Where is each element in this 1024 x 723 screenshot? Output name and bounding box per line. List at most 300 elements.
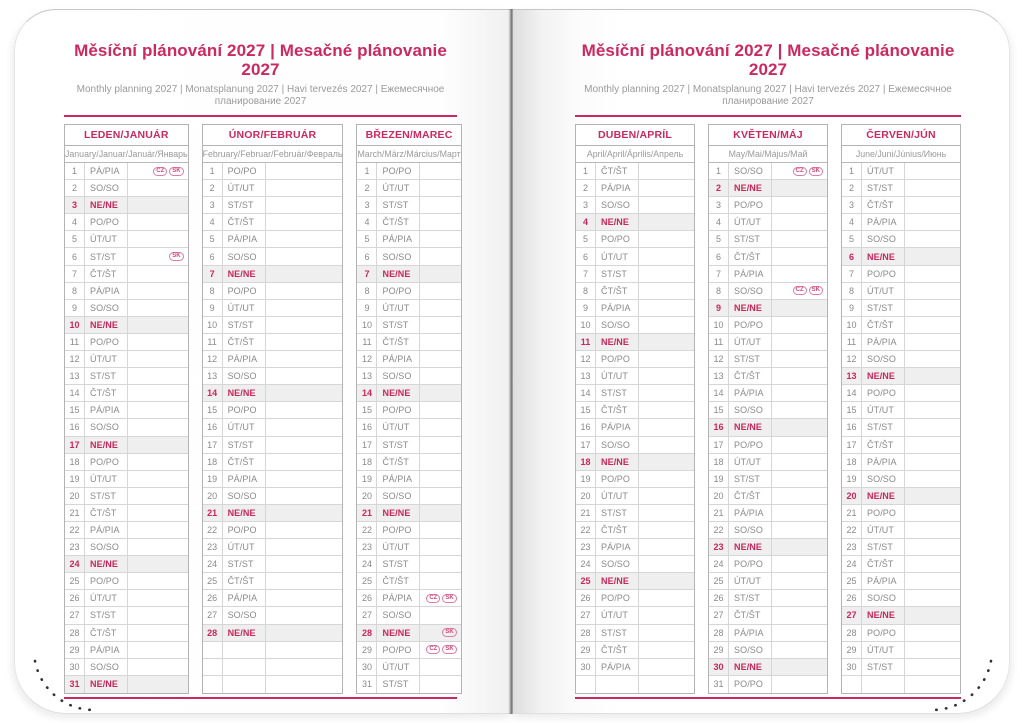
day-number: 18 [357,454,377,470]
day-row [65,488,188,505]
day-row [357,659,460,676]
day-name: ČT/ŠT [729,248,772,264]
months-row [64,124,461,694]
day-row [576,471,694,488]
notes-cell [639,437,694,453]
day-row [203,505,343,522]
notes-cell [772,522,827,538]
empty-row [576,676,694,693]
notes-cell [772,625,827,641]
day-number: 24 [65,556,85,572]
holiday-badge-cz: CZ [426,645,440,654]
day-name: PO/PO [377,402,420,418]
day-name: SO/SO [862,351,905,367]
notes-cell [905,659,960,675]
notes-cell [905,437,960,453]
notes-cell [772,539,827,555]
day-name: ČT/ŠT [729,488,772,504]
notes-cell [639,214,694,230]
notes-cell [128,471,188,487]
day-name: NE/NE [596,334,639,350]
day-row [65,659,188,676]
day-name: ČT/ŠT [596,283,639,299]
notes-cell [905,625,960,641]
day-name: ÚT/UT [729,334,772,350]
notes-cell [128,266,188,282]
day-number: 14 [709,385,729,401]
day-number: 13 [65,368,85,384]
day-name: SO/SO [729,522,772,538]
day-name: ÚT/UT [862,402,905,418]
notes-cell [772,231,827,247]
day-row [357,214,460,231]
day-number: 23 [65,539,85,555]
day-number: 17 [203,437,223,453]
day-number [203,659,223,675]
day-name: ÚT/UT [85,590,128,606]
day-row [65,642,188,659]
page-header [575,41,961,108]
month-title: LEDEN/JANUÁR [65,125,188,146]
notes-cell [128,659,188,675]
day-name: SO/SO [223,248,266,264]
day-number: 27 [203,607,223,623]
day-number: 12 [357,351,377,367]
day-number: 17 [842,437,862,453]
notes-cell [639,454,694,470]
day-name: PÁ/PIA [862,334,905,350]
notes-cell [639,556,694,572]
notes-cell [905,488,960,504]
day-name: ČT/ŠT [223,214,266,230]
day-row [203,471,343,488]
day-number: 13 [203,368,223,384]
day-row [203,437,343,454]
day-number: 19 [357,471,377,487]
day-number: 15 [357,402,377,418]
notes-cell [266,488,343,504]
day-row [576,590,694,607]
day-number: 3 [709,197,729,213]
notes-cell [772,556,827,572]
day-number: 2 [709,180,729,196]
day-number: 9 [357,300,377,316]
day-name: SO/SO [85,539,128,555]
day-name: ČT/ŠT [862,197,905,213]
day-row [357,573,460,590]
day-name: PÁ/PIA [596,539,639,555]
day-row [65,590,188,607]
notes-cell [128,573,188,589]
holiday-badge-cz: CZ [153,167,167,176]
day-number: 1 [357,163,377,179]
day-name: ST/ST [596,505,639,521]
day-name: NE/NE [223,505,266,521]
day-row [203,214,343,231]
day-row [709,266,827,283]
notes-cell [420,300,460,316]
notes-cell [905,642,960,658]
day-number: 5 [357,231,377,247]
day-name: ST/ST [729,231,772,247]
notes-cell [905,351,960,367]
day-row [65,454,188,471]
notes-cell [420,334,460,350]
notes-cell [772,454,827,470]
notes-cell [639,522,694,538]
day-name: ÚT/UT [377,419,420,435]
notes-cell [639,676,694,693]
day-row [357,283,460,300]
notes-cell [905,419,960,435]
day-name: ÚT/UT [377,180,420,196]
day-number: 6 [842,248,862,264]
day-number: 8 [203,283,223,299]
notes-cell [128,676,188,693]
notes-cell [128,642,188,658]
day-number: 12 [576,351,596,367]
day-name: NE/NE [596,214,639,230]
notes-cell [420,283,460,299]
notes-cell [266,590,343,606]
day-row [709,556,827,573]
day-name: PO/PO [862,505,905,521]
day-row [203,334,343,351]
day-row [357,642,460,659]
holiday-badge-sk: SK [169,252,183,261]
day-number: 25 [203,573,223,589]
day-row [709,625,827,642]
day-row [65,522,188,539]
day-name: ČT/ŠT [862,437,905,453]
day-number: 16 [203,419,223,435]
day-row [709,590,827,607]
day-number: 30 [576,659,596,675]
day-number: 27 [65,607,85,623]
day-name: NE/NE [377,625,420,641]
notes-cell [128,556,188,572]
day-row [842,368,960,385]
day-row [576,334,694,351]
day-name: ČT/ŠT [377,334,420,350]
day-number: 20 [576,488,596,504]
day-row [842,454,960,471]
day-row [576,385,694,402]
day-name: PO/PO [862,266,905,282]
day-name: ÚT/UT [862,642,905,658]
notes-cell [639,607,694,623]
day-number: 13 [357,368,377,384]
notes-cell [266,625,343,641]
day-name: PÁ/PIA [596,419,639,435]
day-number: 17 [65,437,85,453]
day-number: 15 [65,402,85,418]
day-name: ČT/ŠT [596,522,639,538]
notes-cell [266,368,343,384]
day-row [709,402,827,419]
day-number: 11 [203,334,223,350]
notes-cell [128,402,188,418]
day-number: 27 [709,607,729,623]
day-name: ST/ST [85,248,128,264]
notes-cell [128,334,188,350]
day-name: PO/PO [596,471,639,487]
day-row [203,607,343,624]
day-row [65,471,188,488]
month-title: DUBEN/APRÍL [576,125,694,146]
day-name: ST/ST [377,437,420,453]
notes-cell [772,283,827,299]
day-name: ST/ST [223,437,266,453]
page-subtitle: Monthly planning 2027 | Monatsplanung 2027 | Havi tervezés 2027 | Ежемесячное планирование 2027 [76,84,445,107]
day-number: 15 [709,402,729,418]
day-name: ČT/ŠT [223,454,266,470]
right-page [511,9,1010,714]
day-number: 27 [576,607,596,623]
notes-cell [266,573,343,589]
notes-cell [420,676,460,693]
day-name: PÁ/PIA [223,231,266,247]
day-number [576,676,596,693]
day-number: 31 [709,676,729,693]
day-row [203,385,343,402]
day-row [357,437,460,454]
day-name: PÁ/PIA [223,471,266,487]
day-name: ST/ST [223,317,266,333]
notes-cell [639,488,694,504]
notes-cell [639,351,694,367]
day-number: 7 [65,266,85,282]
day-name: SO/SO [862,231,905,247]
day-row [357,317,460,334]
day-name: PÁ/PIA [85,163,128,179]
day-number: 3 [357,197,377,213]
day-name: SO/SO [85,659,128,675]
notes-cell [420,368,460,384]
day-number: 23 [203,539,223,555]
day-row [709,180,827,197]
day-row [357,385,460,402]
day-number: 31 [65,676,85,693]
day-row [709,351,827,368]
day-number: 21 [357,505,377,521]
day-number: 23 [842,539,862,555]
day-number: 8 [576,283,596,299]
day-number: 19 [65,471,85,487]
day-name: SO/SO [596,317,639,333]
footer-rule [64,697,457,699]
day-row [709,300,827,317]
day-row [203,317,343,334]
day-number: 30 [357,659,377,675]
day-name: NE/NE [377,385,420,401]
day-number: 2 [65,180,85,196]
day-name: NE/NE [377,266,420,282]
day-row [203,454,343,471]
notes-cell [266,522,343,538]
day-number: 10 [357,317,377,333]
notes-cell [266,163,343,179]
day-name: PÁ/PIA [596,300,639,316]
day-number: 18 [576,454,596,470]
day-number: 16 [65,419,85,435]
day-name: NE/NE [596,573,639,589]
notes-cell [266,607,343,623]
day-row [203,368,343,385]
day-name: ČT/ŠT [85,505,128,521]
day-name: SO/SO [377,248,420,264]
day-row [357,556,460,573]
notes-cell [128,283,188,299]
notes-cell [905,590,960,606]
notes-cell [128,488,188,504]
notes-cell [772,214,827,230]
notes-cell [639,625,694,641]
notes-cell [772,642,827,658]
day-number: 10 [203,317,223,333]
day-name: SO/SO [729,642,772,658]
day-row [357,522,460,539]
notes-cell [420,231,460,247]
day-number: 22 [357,522,377,538]
header-rule [575,115,961,117]
day-name: PÁ/PIA [223,590,266,606]
notes-cell [266,334,343,350]
day-row [357,248,460,265]
day-name: PO/PO [729,556,772,572]
day-row [203,266,343,283]
day-number: 15 [203,402,223,418]
day-number: 21 [842,505,862,521]
day-number: 1 [576,163,596,179]
day-row [576,402,694,419]
day-name: PÁ/PIA [85,642,128,658]
day-number: 7 [203,266,223,282]
day-row [576,539,694,556]
day-name: PO/PO [223,402,266,418]
day-row [65,248,188,265]
day-row [357,488,460,505]
day-name: PÁ/PIA [729,266,772,282]
day-name: PÁ/PIA [729,625,772,641]
notes-cell [266,351,343,367]
day-row [709,214,827,231]
notes-cell [905,248,960,264]
notes-cell [420,385,460,401]
day-number: 14 [203,385,223,401]
day-number: 24 [203,556,223,572]
day-number: 30 [709,659,729,675]
day-name: PÁ/PIA [223,351,266,367]
day-name: ST/ST [729,590,772,606]
day-number: 27 [842,607,862,623]
day-name: NE/NE [85,437,128,453]
day-row [842,317,960,334]
day-number: 26 [203,590,223,606]
day-name: ČT/ŠT [85,385,128,401]
notes-cell [905,368,960,384]
day-name: SO/SO [223,368,266,384]
day-name: ST/ST [223,556,266,572]
day-name [862,676,905,693]
day-row [65,607,188,624]
notes-cell [772,163,827,179]
day-name: PO/PO [377,283,420,299]
day-row [842,266,960,283]
notes-cell [639,573,694,589]
day-number: 25 [842,573,862,589]
notes-cell [905,180,960,196]
day-number: 27 [357,607,377,623]
day-name: ÚT/UT [223,180,266,196]
notes-cell [905,231,960,247]
day-row [357,163,460,180]
day-name: ST/ST [377,317,420,333]
day-number: 4 [203,214,223,230]
day-row [842,659,960,676]
page-subtitle: Monthly planning 2027 | Monatsplanung 2027 | Havi tervezés 2027 | Ежемесячное планирование 2027 [584,84,952,107]
day-row [842,163,960,180]
day-number: 12 [203,351,223,367]
day-name: ÚT/UT [596,607,639,623]
notes-cell [639,402,694,418]
notes-cell [772,368,827,384]
day-name: ČT/ŠT [223,573,266,589]
day-row [203,197,343,214]
day-row [357,505,460,522]
month-title: ČERVEN/JÚN [842,125,960,146]
day-number: 24 [576,556,596,572]
day-number: 23 [576,539,596,555]
day-number: 31 [357,676,377,693]
day-number: 7 [709,266,729,282]
day-name: ST/ST [862,419,905,435]
month-title: KVĚTEN/MÁJ [709,125,827,146]
day-number: 13 [842,368,862,384]
notes-cell [772,437,827,453]
day-name: NE/NE [862,488,905,504]
day-number: 5 [842,231,862,247]
notes-cell [420,659,460,675]
day-number: 5 [203,231,223,247]
notes-cell [420,556,460,572]
page-header [64,41,457,108]
day-row [65,214,188,231]
notes-cell [128,351,188,367]
day-name: PO/PO [223,163,266,179]
notes-cell [128,454,188,470]
notes-cell [772,488,827,504]
day-row [65,437,188,454]
day-row [65,163,188,180]
day-number: 4 [842,214,862,230]
day-name: SO/SO [729,163,772,179]
day-row [709,283,827,300]
day-name: PÁ/PIA [729,505,772,521]
day-number: 28 [709,625,729,641]
day-row [576,368,694,385]
day-row [65,556,188,573]
day-name: NE/NE [223,625,266,641]
day-name: SO/SO [377,488,420,504]
day-row [576,437,694,454]
notes-cell [772,266,827,282]
notes-cell [772,402,827,418]
day-number: 1 [203,163,223,179]
month-subtitle: June/Juni/Június/Июнь [842,146,960,163]
day-number: 4 [357,214,377,230]
day-name: ST/ST [223,197,266,213]
